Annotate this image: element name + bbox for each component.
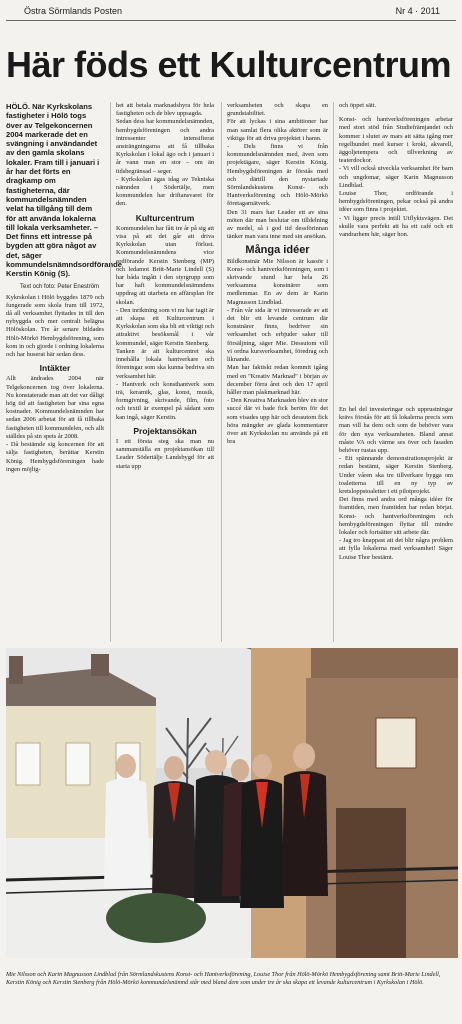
body-paragraph: Konst- och hantverksföreningen arbetar med stort stöd från Studiefrämjandet och kommer i slutet av mars att sätta igång mer regelbundet med kurser i kroki, akvarell, äggoljetempera och tillverkning av teaterdockor. — [339, 116, 453, 165]
masthead — [6, 4, 456, 21]
body-paragraph: och öppet sätt. — [339, 102, 377, 109]
issue-number: Nr 4 · 2011 — [395, 6, 440, 16]
body-paragraph: Man har faktiskt redan kommit igång med en "Kreativ Marknad" i början av december förra året och den 17 april håller man påskmarknad här. — [227, 364, 328, 396]
subheading: Kulturcentrum — [135, 212, 195, 223]
body-paragraph: Allt ändrades 2004 när Telgekoncernen tog över lokalerna. Nu konstaterade man att det var dåligt hög tid att fastigheten bar sina egna kostnader. Kommundelsnämnden har sedan 2006 arbetat för att få tillbaka fastigheten till kommundelen, och allt ställdes på sin spets år 2008. — [6, 375, 104, 440]
article-column-3 — [227, 102, 328, 446]
column-divider — [221, 102, 222, 642]
column-divider — [333, 102, 334, 642]
newspaper-name: Östra Sörmlands Posten — [24, 6, 123, 16]
body-paragraph: - Kyrkskolan ägas idag av Tekniska nämnden i Södertälje, men kommundelen har driftansvaret för den. — [116, 175, 214, 208]
body-paragraph: Sedan dess har kommundelsnämnden, hembygdsföreningen och andra intressenter intensifierat ansträngningarna att få tillbaka Kyrkskolan i lokal ägo och i januari i år vann man en stor – om än tidsbegränsad – seger. — [116, 118, 214, 175]
photo-caption: Mie Nilsson och Karin Magnusson Lindblad från Sörmlandskustens Konst- och Hantverksförening, Louise Thor från Hölö-Mörkö Hembygdsförening samt Britt-Marie Lindell, Kerstin König och Kerstin Stenberg från Hölö-Mörkö kommundelsnämnd står med bland dem som under tre år ska skapa ett levande kulturcentrum i Kyrkskolan i Hölö. — [6, 971, 441, 987]
body-paragraph: - Då bestämde sig koncernen för att sälja fastigheten, berättar Kerstin König. Hembygdsföreningen hade ingen möjlig- — [6, 441, 104, 473]
body-paragraph: Den 31 mars har Leader ett av sina möten där man beslutar om tilldelning av medel, så i god tid dessförinnan tänker man vara inne med sin ansökan. — [227, 208, 328, 241]
article-column-2 — [116, 102, 214, 471]
body-paragraph: Tanken är att kulturcentret ska innehålla lokala hantverkare och föreningar som ska kunna bedriva sin verksamhet här. — [116, 347, 214, 380]
column-divider — [110, 102, 111, 642]
body-paragraph: - Den Kreativa Marknaden blev en stor succé där vi bade fick beröm för det som visades upp här och dessutom fick höra mängder av glada kommentarer över att Kyrkskolan nu används på ett bra — [227, 397, 328, 446]
article-column-1 — [6, 102, 123, 474]
body-paragraph: Bildkonstnär Mie Nilsson är kassör i Konst- och hantverksföreningen, som i skrivande stund har hela 26 verksamma konstnärer som medlemmar. En av dem är Karin Magnusson Lindblad. — [227, 257, 328, 306]
group-photo — [6, 648, 458, 958]
article-column-4 — [339, 102, 453, 239]
body-paragraph: - Vi vill också utveckla verksamhet för barn och ungdomar, säger Karin Magnusson Lindblad. — [339, 165, 453, 189]
body-paragraph: Louise Thor, ordförande i hembygdsföreningen, pekar också på andra idéer som finns i projektet. — [339, 190, 453, 214]
body-paragraph: - Från vår sida är vi intresserade av att det blir ett levande centrum där konstnärer finns, bedriver sin verksamhet och erbjuder saker till försäljning, säger Mie. Dessutom vill vi ordna kursverksamhet, föredrag och liknande. — [227, 306, 328, 364]
body-paragraph: - Den inriktning som vi nu har tagit är att skapa ett Kulturcentrum i Kyrkskolan som ska bli ett viktigt och attraktivt besöksmål i vår kommundel, säger Kerstin Stenberg. — [116, 306, 214, 347]
body-paragraph: - Ett spännande demonstrationsprojekt är redan bestämt, säger Kerstin Stenberg. Under våren ska tre tillverkare bygga om toaletterna till en ny typ av kretsloppstoaletter i ett pilotprojekt. — [339, 455, 453, 496]
headline: Här föds ett Kulturcentrum — [6, 44, 452, 85]
byline: Text och foto: Peter Eneström — [20, 283, 100, 290]
body-paragraph: I ett första steg ska man nu sammanställa en projektansökan till Leader Södertälje Landsbygd för att starta upp — [116, 437, 214, 470]
photo-illustration — [6, 648, 458, 958]
body-paragraph: För att lyckas i sina ambitioner har man samlat flera olika aktörer som är viktiga för att driva projektet i hamn. — [227, 118, 328, 142]
article-column-4-continued — [339, 406, 453, 562]
body-paragraph: het att betala marknadshyra för hela fastigheten och de blev uppsagda. — [116, 102, 214, 118]
subheading: Projektansökan — [133, 425, 197, 436]
body-paragraph: verksamheten och skapa en grundstabilitet. — [227, 102, 328, 118]
body-paragraph: Det finns med andra ord många idéer för framtiden, men framtiden har redan börjat. Konst- och hantverksföreningen och hembygdsföreningen flyttar till mindre lokaler och fortsätter sitt arbete där. — [339, 496, 453, 537]
body-paragraph: - Dels finns vi från kommundelsnämnden med, även som projektägare, säger Kerstin König. Hembygdsföreningen är förstås med och därtill den nystartade Sörmlandskustens Konst- och Hantverksförening och Hölö-Mörkö företagarnätverk. — [227, 143, 328, 208]
body-paragraph: - Vi ligger precis intill Utflyktsvägen. Det skulle vara perfekt att ha ett café och ett vandrarhem här, säger hon. — [339, 214, 453, 239]
body-paragraph: En hel del investeringar och upprustningar krävs förstås för att få lokalerna precis som man vill ha dem och som de behöver vara för den nya verksamheten. Bland annat måste VA och värme ses över och fasaden behöver rustas upp. — [339, 406, 453, 455]
body-paragraph: - Jag tro knappast att det blir några problem att fylla lokalerna med verksamhet! Säger Louise Thor bestämt. — [339, 537, 453, 561]
subheading: Intäkter — [39, 363, 71, 374]
subheading: Många idéer — [245, 244, 310, 257]
body-paragraph: Kykrskolan i Hölö byggdes 1879 och fungerade som skola fram till 1972, då all verksamhet flyttades in till den nybyggda och mer centralt belägna Hölöskolan. Tre år senare bildades Hölö-Mörkö Hembygdsförening, som kom in och gjorde i ordning lokalerna och har huserat här sedan dess. — [6, 293, 104, 359]
lead-paragraph: HÖLÖ. När Kyrkskolans fastigheter i Hölö togs över av Telgekoncernen 2004 markerade det en svängning i användandet av den gamla skolans lokaler. Fram till i januari i år har det förts en dragkamp om fastigheterna, där kommundelsnämnden velat ha tillgång till dem för att använda lokalerna till lokala verksamheter. – Det finns ett intresse på bygden att göra något av det, säger kommundelsnämndsordförande Kerstin König (S). — [6, 102, 123, 279]
body-paragraph: Kommundelen har fått tre år på sig att visa på att det går att driva Kyrkskolan utan förlust. Kommundelsnämndens vice ordförande Kerstin Stenberg (MP) och ledamot Britt-Marie Lindell (S) har båda ingått i den styrgrupp som har haft kommundelsnämndens uppdrag att utarbeta en affärsplan för skolan. — [116, 224, 214, 306]
body-paragraph: - Hantverk och konsthantverk som trä, keramik, glas, konst, musik, formgivning, skrivande, film, foto och textil är exempel på sådant som kan ingå, säger Kerstin. — [116, 380, 214, 421]
